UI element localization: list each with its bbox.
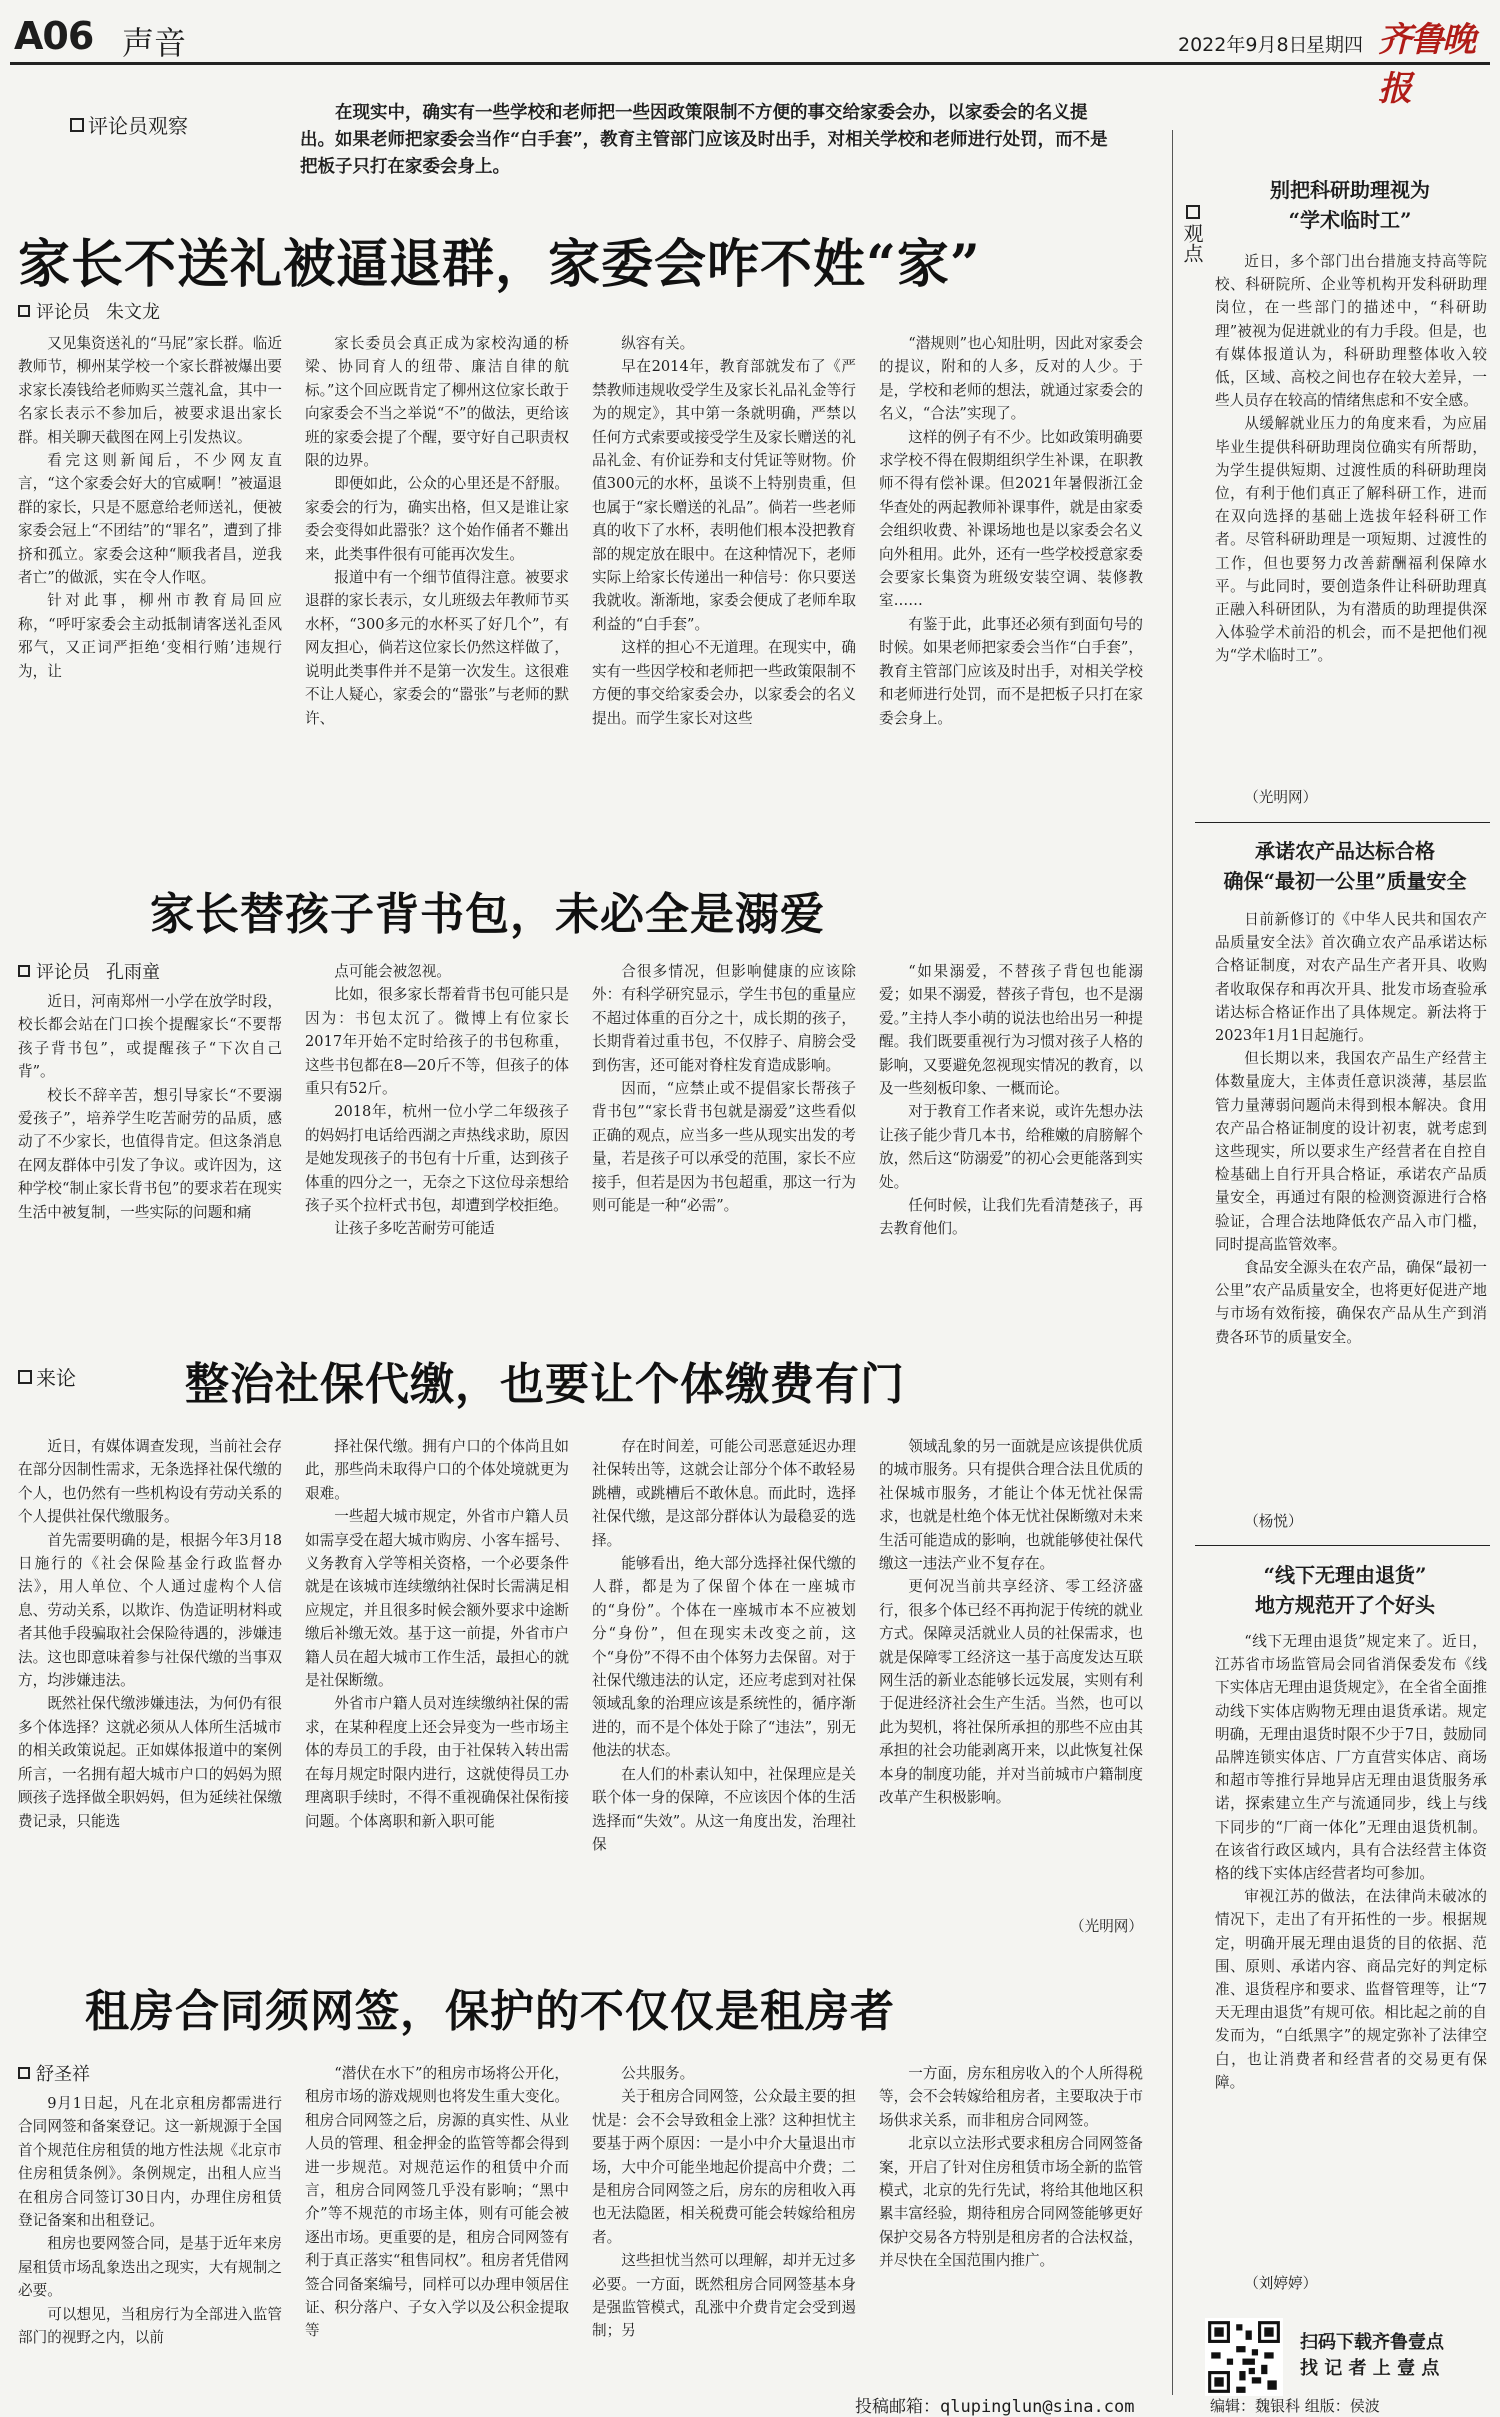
article2-column-1: 近日，河南郑州一小学在放学时段，校长都会站在门口挨个提醒家长“不要帮孩子背书包”，或提醒孩子“下次自己背”。 校长不辞辛苦，想引导家长“不要溺爱孩子”，培养学生吃苦耐劳的品质，感动了不少家长，也值得肯定。但这条消息在网友群体中引发了争议。或许因为，这种学校“制止家长背书包”的要求若在现实生活中被复制，一些实际的问题和痛 (18, 993, 282, 1221)
article1-headline: 家长不送礼被逼退群，家委会咋不姓“家” (18, 234, 981, 295)
byline-marker-icon (18, 2067, 30, 2079)
article2-byline (18, 958, 160, 984)
byline-author: 朱文龙 (106, 302, 160, 323)
article4-column-1: 9月1日起，凡在北京租房都需进行合同网签和备案登记。这一新规源于全国首个规范住房租赁的地方性法规《北京市住房租赁条例》。条例规定，出租人应当在租房合同签订30日内，办理住房租赁登记备案和出租登记。 租房也要网签合同，是基于近年来房屋租赁市场乱象迭出之现实，大有规制之必要。 可以想见，当租房行为全部进入监管部门的视野之内，以前 (18, 2095, 282, 2347)
article1-column-2: 家长委员会真正成为家校沟通的桥梁、协同育人的纽带、廉洁自律的航标。”这个回应既肯定了柳州这位家长敢于向家委会不当之举说“不”的做法，更给该班的家委会提了个醒，要守好自己职责权限的边界。 即便如此，公众的心里还是不舒服。家委会的行为，确实出格，但又是谁让家委会变得如此嚣张？这个始作俑者不難出来，此类事件很有可能再次发生。 报道中有一个细节值得注意。被要求退群的家长表示，女儿班级去年教师节买水杯，“300多元的水杯买了好几个”，有网友担心，倘若这位家长仍然这样做了，说明此类事件并不是第一次发生。这很难不让人疑心，家委会的“嚣张”与老师的默许、 (305, 335, 569, 727)
article3-column-3: 存在时间差，可能公司恶意延迟办理社保转出等，这就会让部分个体不敢轻易跳槽，或跳槽后不敢休息。而此时，选择社保代缴，是这部分群体认为最稳妥的选择。 能够看出，绝大部分选择社保代缴的人群，都是为了保留个体在一座城市的“身份”。个体在一座城市本不应被划分“身份”，但在现实未改变之前，这个“身份”不得不由个体努力去保留。对于社保代缴违法的认定，还应考虑到对社保领域乱象的治理应该是系统性的，循序渐进的，而不是个体处于除了“违法”，别无他法的状态。 在人们的朴素认知中，社保理应是关联个体一身的保障，不应该因个体的生活选择而“失效”。从这一角度出发，治理社保 (592, 1438, 856, 1853)
article1-column-4: “潜规则”也心知肚明，因此对家委会的提议，附和的人多，反对的人少。于是，学校和老师的想法，就通过家委会的名义，“合法”实现了。 这样的例子有不少。比如政策明确要求学校不得在假期组织学生补课，在职教师不得有偿补课。但2021年暑假浙江金华查处的两起教师补课事件，就是由家委会组织收费、补课场地也是以家委会名义向外租用。此外，还有一些学校授意家委会要家长集资为班级安装空调、装修教室…… 有鉴于此，此事还必须有到面句号的时候。如果老师把家委会当作“白手套”，教育主管部门应该及时出手，对相关学校和老师进行处罚，而不是把板子只打在家委会身上。 (879, 335, 1143, 727)
article3-source: （光明网） (1070, 1918, 1143, 1935)
title-line-2: “学术临时工” (1288, 208, 1412, 232)
sidebar-item-3-source: （刘婷婷） (1244, 2275, 1318, 2292)
qr-caption (1300, 2330, 1444, 2382)
article2-column-4: “如果溺爱，不替孩子背包也能溺爱；如果不溺爱，替孩子背包，也不是溺爱。”主持人李小萌的说法也给出另一种提醒。我们既要重视行为习惯对孩子人格的影响，又要避免忽视现实情况的教育，以及一些刻板印象、一概而论。 对于教育工作者来说，或许先想办法让孩子能少背几本书，给稚嫩的肩膀解个放，然后这“防溺爱”的初心会更能落到实处。 任何时候，让我们先看清楚孩子，再去教育他们。 (879, 963, 1143, 1238)
sidebar-item-1-title (1215, 175, 1485, 235)
byline-marker-icon (18, 305, 30, 317)
submission-email-label: 投稿邮箱： (855, 2397, 940, 2417)
newspaper-brand-logo: 齐鲁晚报 (1378, 20, 1474, 109)
sidebar-separator (1195, 822, 1490, 823)
byline-role: 评论员 (36, 962, 90, 983)
submission-email-address: qlupinglun@sina.com (940, 2397, 1135, 2417)
page-header (0, 0, 1500, 109)
byline-author: 舒圣祥 (36, 2064, 90, 2085)
article4-column-3: 公共服务。 关于租房合同网签，公众最主要的担忧是：会不会导致租金上涨？这种担忧主要基于两个原因：一是小中介大量退出市场，大中介可能坐地起价提高中介费；二是租房合同网签之后，房东的房租收入再也无法隐匿，相关税费可能会转嫁给租房者。 这些担忧当然可以理解，却并无过多必要。一方面，既然租房合同网签基本身是强监管模式，乱涨中介费肯定会受到遏制；另 (592, 2065, 856, 2340)
sidebar-item-2-source: （杨悦） (1244, 1513, 1303, 1530)
sidebar-viewpoint-tag (1178, 205, 1207, 263)
column-label: 评论员观察 (88, 114, 188, 138)
article3-column-4: 领域乱象的另一面就是应该提供优质的城市服务。只有提供合理合法且优质的社保城市服务，才能让个体无忧社保需求，也就是杜绝个体无忧社保断缴对未来生活可能造成的影响，也就能够使社保代缴这一违法产业不复存在。 更何况当前共享经济、零工经济盛行，很多个体已经不再拘泥于传统的就业方式。保障灵活就业人员的社保需求，也就是保障零工经济这一基于高度发达互联网生活的新业态能够长远发展，实则有利于促进经济社会生产生活。当然，也可以此为契机，将社保所承担的那些不应由其承担的社会功能剥离开来，以此恢复社保本身的制度功能，并对当前城市户籍制度改革产生积极影响。 (879, 1438, 1143, 1807)
article2-headline: 家长替孩子背书包，未必全是溺爱 (150, 889, 825, 940)
article2-column-3: 合很多情况，但影响健康的应该除外：有科学研究显示，学生书包的重量应不超过体重的百分之十，成长期的孩子，长期背着过重书包，不仅脖子、肩膀会受到伤害，还可能对脊柱发育造成影响。 因而，“应禁止或不提倡家长帮孩子背书包”“家长背书包就是溺爱”这些看似正确的观点，应当多一些从现实出发的考量，若是孩子可以承受的范围，家长不应接手，但若是因为书包超重，那这一行为则可能是一种“必需”。 (592, 963, 856, 1215)
article1-column-3: 纵容有关。 早在2014年，教育部就发布了《严禁教师违规收受学生及家长礼品礼金等行为的规定》，其中第一条就明确，严禁以任何方式索要或接受学生及家长赠送的礼品礼金、有价证券和支付凭证等财物。价值300元的水杯，虽谈不上特别贵重，但也属于“家长赠送的礼品”。倘若一些老师真的收下了水杯，表明他们根本没把教育部的规定放在眼中。在这种情况下，老师实际上给家长传递出一种信号：你只要送我就收。渐渐地，家委会便成了老师牟取利益的“白手套”。 这样的担心不无道理。在现实中，确实有一些因学校和老师把一些政策限制不方便的事交给家委会办，以家委会的名义提出。而学生家长对这些 (592, 335, 856, 727)
title-line-2: 地方规范开了个好头 (1255, 1593, 1435, 1617)
qr-caption-line-2: 找 记 者 上 壹 点 (1300, 2358, 1440, 2379)
issue-weekday: 星期四 (1306, 34, 1364, 56)
article2-column-2: 点可能会被忽视。 比如，很多家长帮着背书包可能只是因为：书包太沉了。微博上有位家长2017年开始不定时给孩子的书包称重，这些书包都在8—20斤不等，但孩子的体重只有52斤。 2018年，杭州一位小学二年级孩子的妈妈打电话给西湖之声热线求助，原因是她发现孩子的书包有十斤重，达到孩子体重的四分之一，无奈之下这位母亲想给孩子买个拉杆式书包，却遭到学校拒绝。 让孩子多吃苦耐劳可能适 (305, 963, 569, 1238)
article1-lead-note: 在现实中，确实有一些学校和老师把一些因政策限制不方便的事交给家委会办，以家委会的名义提出。如果老师把家委会当作“白手套”，教育主管部门应该及时出手，对相关学校和老师进行处罚，而不是把板子只打在家委会身上。 (300, 103, 1108, 177)
qr-code-icon[interactable] (1205, 2318, 1283, 2396)
article4-byline (18, 2060, 90, 2086)
sidebar-item-2-title (1200, 836, 1490, 896)
article3-headline: 整治社保代缴，也要让个体缴费有门 (185, 1359, 905, 1410)
article3-column-2: 择社保代缴。拥有户口的个体尚且如此，那些尚未取得户口的个体处境就更为艰难。 一些超大城市规定，外省市户籍人员如需享受在超大城市购房、小客车摇号、义务教育入学等相关资格，一个必要条件就是在该城市连续缴纳社保时长需满足相应规定，并且很多时候会额外要求中途断缴后补缴无效。基于这一前提，外省市户籍人员在超大城市工作生活，最担心的就是社保断缴。 外省市户籍人员对连续缴纳社保的需求，在某种程度上还会异变为一些市场主体的寿员工的手段，由于社保转入转出需在每月规定时限内进行，这就使得员工办理离职手续时，不得不重视确保社保衔接问题。个体离职和新入职可能 (305, 1438, 569, 1830)
title-line-1: 承诺农产品达标合格 (1255, 839, 1435, 863)
page-number: A06 (14, 14, 94, 58)
article4-column-2: “潜伏在水下”的租房市场将公开化，租房市场的游戏规则也将发生重大变化。租房合同网签之后，房源的真实性、从业人员的管理、租金押金的监管等都会得到进一步规范。对规范运作的租赁中介而言，租房合同网签几乎没有影响；“黑中介”等不规范的市场主体，则有可能会被逐出市场。更重要的是，租房合同网签有利于真正落实“租售同权”。租房者凭借网签合同备案编号，同样可以办理申领居住证、积分落户、子女入学以及公积金提取等 (305, 2065, 569, 2340)
article4-headline: 租房合同须网签，保护的不仅仅是租房者 (85, 1986, 895, 2037)
byline-author: 孔雨童 (106, 962, 160, 983)
sidebar-divider (1172, 130, 1173, 2395)
qr-caption-line-1: 扫码下载齐鲁壹点 (1300, 2332, 1444, 2353)
viewpoint-label: 观点 (1180, 223, 1204, 263)
byline-marker-icon (18, 965, 30, 977)
submission-email (855, 2392, 1134, 2417)
sidebar-item-2-body: 日前新修订的《中华人民共和国农产品质量安全法》首次确立农产品承诺达标合格证制度，对农产品生产者开具、收购者收取保存和再次开具、批发市场查验承诺达标合格证作出了具体规定。新法将于2023年1月1日起施行。 但长期以来，我国农产品生产经营主体数量庞大，主体责任意识淡薄，基层监管力量薄弱问题尚未得到根本解决。食用农产品合格证制度的设计初衷，就考虑到这些现实，所以要求生产经营者在自控自检基础上自行开具合格证，承诺农产品质量安全，再通过有限的检测资源进行合格验证，合理合法地降低农产品入市门槛，同时提高监管效率。 食品安全源头在农产品，确保“最初一公里”农产品质量安全，也将更好促进产地与市场有效衔接，确保农产品从生产到消费各环节的质量安全。 (1215, 911, 1487, 1346)
byline-role: 评论员 (36, 302, 90, 323)
column-marker-icon (18, 1370, 32, 1384)
article1-byline (18, 298, 160, 324)
title-line-2: 确保“最初一公里”质量安全 (1223, 869, 1467, 893)
sidebar-item-3-title (1200, 1560, 1490, 1620)
article4-column-4: 一方面，房东租房收入的个人所得税等，会不会转嫁给租房者，主要取决于市场供求关系，而非租房合同网签。 北京以立法形式要求租房合同网签备案，开启了针对住房租赁市场全新的监管模式，北京的先行先试，将给其他地区积累丰富经验，期待租房合同网签能够更好保护交易各方特别是租房者的合法权益，并尽快在全国范围内推广。 (879, 2065, 1143, 2270)
section-name: 声音 (122, 24, 187, 62)
column-marker-icon (70, 118, 84, 132)
column-tag-contribution (18, 1362, 76, 1391)
column-tag-commentator (70, 110, 188, 139)
column-marker-icon (1186, 205, 1200, 219)
title-line-1: 别把科研助理视为 (1270, 178, 1430, 202)
article3-column-1: 近日，有媒体调查发现，当前社会存在部分因制性需求，无条选择社保代缴的个人，也仍然有一些机构设有劳动关系的个人提供社保代缴服务。 首先需要明确的是，根据今年3月18日施行的《社会保险基金行政监督办法》，用人单位、个人通过虚构个人信息、劳动关系，以欺诈、伪造证明材料或者其他手段骗取社会保险待遇的，涉嫌违法。这也即意味着参与社保代缴的当事双方，均涉嫌违法。 既然社保代缴涉嫌违法，为何仍有很多个体选择？这就必须从人体所生活城市的相关政策说起。正如媒体报道中的案例所言，一名拥有超大城市户口的妈妈为照顾孩子选择做全职妈妈，但为延续社保缴费记录，只能选 (18, 1438, 282, 1830)
editor-credit: 编辑：魏银科 组版：侯波 (1210, 2397, 1380, 2415)
column-label: 来论 (36, 1366, 76, 1390)
sidebar-separator (1195, 1545, 1490, 1546)
header-divider (10, 62, 1490, 65)
sidebar-item-3-body: “线下无理由退货”规定来了。近日，江苏省市场监管局会同省消保委发布《线下实体店无理由退货规定》，在全省全面推动线下实体店购物无理由退货承诺。规定明确，无理由退货时限不少于7日，鼓励同品牌连锁实体店、厂方直营实体店、商场和超市等推行异地异店无理由退货服务承诺，探索建立生产与流通同步，线上与线下同步的“厂商一体化”无理由退货机制。在该省行政区域内，具有合法经营主体资格的线下实体店经营者均可参加。 审视江苏的做法，在法律尚未破冰的情况下，走出了有开拓性的一步。根据规定，明确开展无理由退货的目的依据、范围、原则、承诺内容、商品完好的判定标准、退货程序和要求、监督管理等，让“7天无理由退货”有规可依。相比起之前的自发而为，“白纸黑字”的规定弥补了法律空白，也让消费者和经营者的交易更有保障。 (1215, 1633, 1487, 2091)
sidebar-item-1-body: 近日，多个部门出台措施支持高等院校、科研院所、企业等机构开发科研助理岗位，在一些部门的描述中，“科研助理”被视为促进就业的有力手段。但是，也有媒体报道认为，科研助理整体收入较低，区域、高校之间也存在较大差异，一些人员存在较高的情绪焦虑和不安全感。 从缓解就业压力的角度来看，为应届毕业生提供科研助理岗位确实有所帮助，为学生提供短期、过渡性质的科研助理岗位，有利于他们真正了解科研工作，进而在双向选择的基础上选拔年轻科研工作者。尽管科研助理是一项短期、过渡性的工作，但也要努力改善薪酬福利保障水平。与此同时，要创造条件让科研助理真正融入科研团队，为有潜质的助理提供深入体验学术前沿的机会，而不是把他们视为“学术临时工”。 (1215, 253, 1487, 665)
issue-date: 2022年9月8日 (1178, 34, 1308, 56)
title-line-1: “线下无理由退货” (1263, 1563, 1427, 1587)
article1-column-1: 又见集资送礼的“马屁”家长群。临近教师节，柳州某学校一个家长群被爆出要求家长凑钱给老师购买兰蔻礼盒，其中一名家长表示不参加后，被要求退出家长群。相关聊天截图在网上引发热议。 看完这则新闻后，不少网友直言，“这个家委会好大的官威啊！”被逼退群的家长，只是不愿意给老师送礼，便被家委会冠上“不团结”的“罪名”，遭到了排挤和孤立。家委会这种“顺我者昌，逆我者亡”的做派，实在令人作呕。 针对此事，柳州市教育局回应称，“呼吁家委会主动抵制请客送礼歪风邪气，又正词严拒绝‘变相行贿’违规行为，让 (18, 335, 282, 680)
sidebar-item-1-source: （光明网） (1244, 789, 1318, 806)
